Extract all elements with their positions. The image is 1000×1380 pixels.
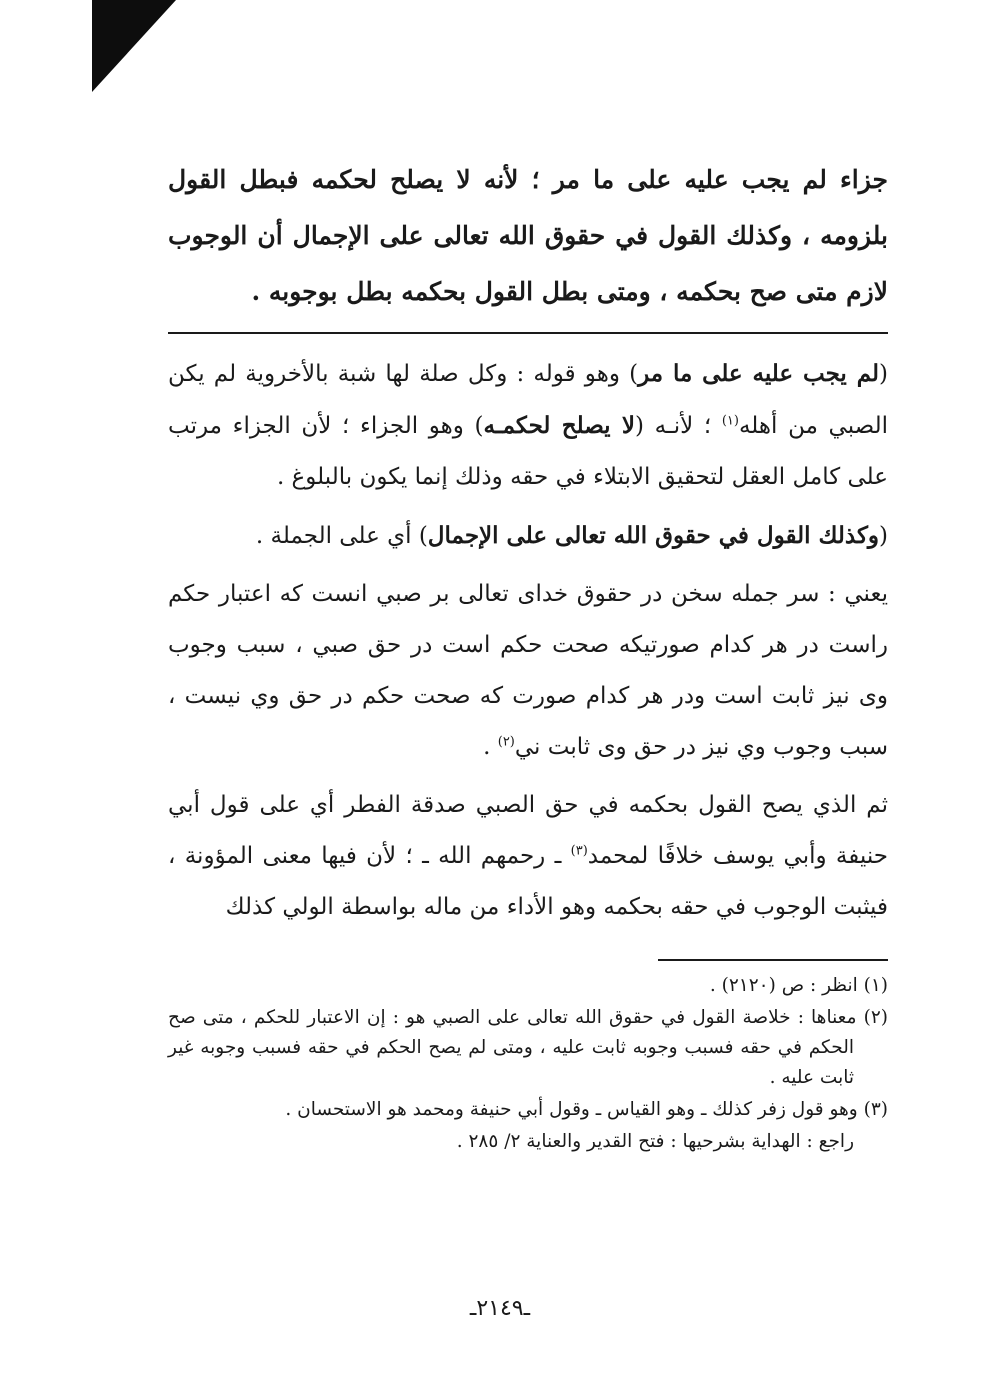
footnote-1: (١) انظر : ص (٢١٢٠) . [709, 975, 888, 996]
sharh-p3-text: يعني : سر جمله سخن در حقوق خداى تعالى بر صبي انست كه اعتبار حكم راست در هر كدام صورتيكه صحت حكم است در حق صبي ، سبب وجوب وى نيز ثابت است ودر هر كدام صورت كه صحت حكم در حق وي نيست ، سبب وجوب وي نيز در حق وى ثابت ني [168, 581, 888, 760]
sharh-paragraph-4 [168, 780, 888, 933]
matn-text: جزاء لم يجب عليه على ما مر ؛ لأنه لا يصلح لحكمه فبطل القول بلزومه ، وكذلك القول في حقوق الله تعالى على الإجمال أن الوجوب لازم متى صح بحكمه ، ومتى بطل القول بحكمه بطل بوجوبه . [168, 165, 888, 306]
sharh-p4-text: ثم الذي يصح القول بحكمه في حق الصبي صدقة الفطر أي على قول أبي حنيفة وأبي يوسف خلافًا لمحمد [168, 792, 888, 869]
footnote-3-reference: راجع : الهداية بشرحيها : فتح القدير والعناية ٢/ ٢٨٥ . [456, 1131, 854, 1152]
sharh-paragraph-1 [168, 348, 888, 503]
footnote-ref-1[interactable]: (١) [721, 413, 739, 429]
sharh-p2-end: ) أي على الجملة . [255, 523, 428, 549]
sharh-paragraph-3 [168, 569, 888, 773]
sharh-p3-end: . [483, 734, 498, 760]
sharh-paragraph-2 [168, 510, 888, 562]
sharh-p1-quote-2: لا يصلح لحكمـه [483, 412, 636, 439]
sharh-p4-end: ـ رحمهم الله ـ ؛ لأن فيها معنى المؤونة ، فيثبت الوجوب في حقه بحكمه وهو الأداء من ماله بواسطة الولي كذلك [168, 843, 888, 920]
matn-divider [168, 332, 888, 334]
footnote-ref-2[interactable]: (٢) [497, 734, 515, 750]
sharh-p2-quote: وكذلك القول في حقوق الله تعالى على الإجمال [427, 522, 880, 549]
sharh-p1-open: ( [879, 361, 888, 387]
page-content [168, 152, 888, 1159]
page-number: ـ٢١٤٩ـ [469, 1296, 531, 1321]
corner-mark [92, 0, 176, 92]
sharh-p1-quote-1: لم يجب عليه على ما مر [638, 360, 880, 387]
footnote-divider [658, 959, 888, 961]
sharh-p1-mid-1: ) وهو قوله : وكل صلة لها شبة بالأخروية لم يكن الصبي من أهله [168, 361, 888, 439]
footnote-ref-3[interactable]: (٣) [570, 843, 588, 859]
footnotes-list [168, 971, 888, 1157]
sharh-p2-open: ( [879, 523, 888, 549]
footnote-2: (٢) معناها : خلاصة القول في حقوق الله تعالى على الصبي هو : إن الاعتبار للحكم ، متى صح الحكم في حقه فسبب وجوبه ثابت عليه ، ومتى لم يصح الحكم في حقه فسبب وجوبه غير ثابت عليه . [168, 1007, 888, 1088]
footnote-3: (٣) وهو قول زفر كذلك ـ وهو القياس ـ وقول أبي حنيفة ومحمد هو الاستحسان . [285, 1099, 888, 1120]
sharh-p1-mid-2: ؛ لأنـه ( [635, 413, 722, 439]
sharh-p1-end: ) وهو الجزاء ؛ لأن الجزاء مرتب على كامل العقل لتحقيق الابتلاء في حقه وذلك إنما يكون بالبلوغ . [168, 413, 888, 490]
